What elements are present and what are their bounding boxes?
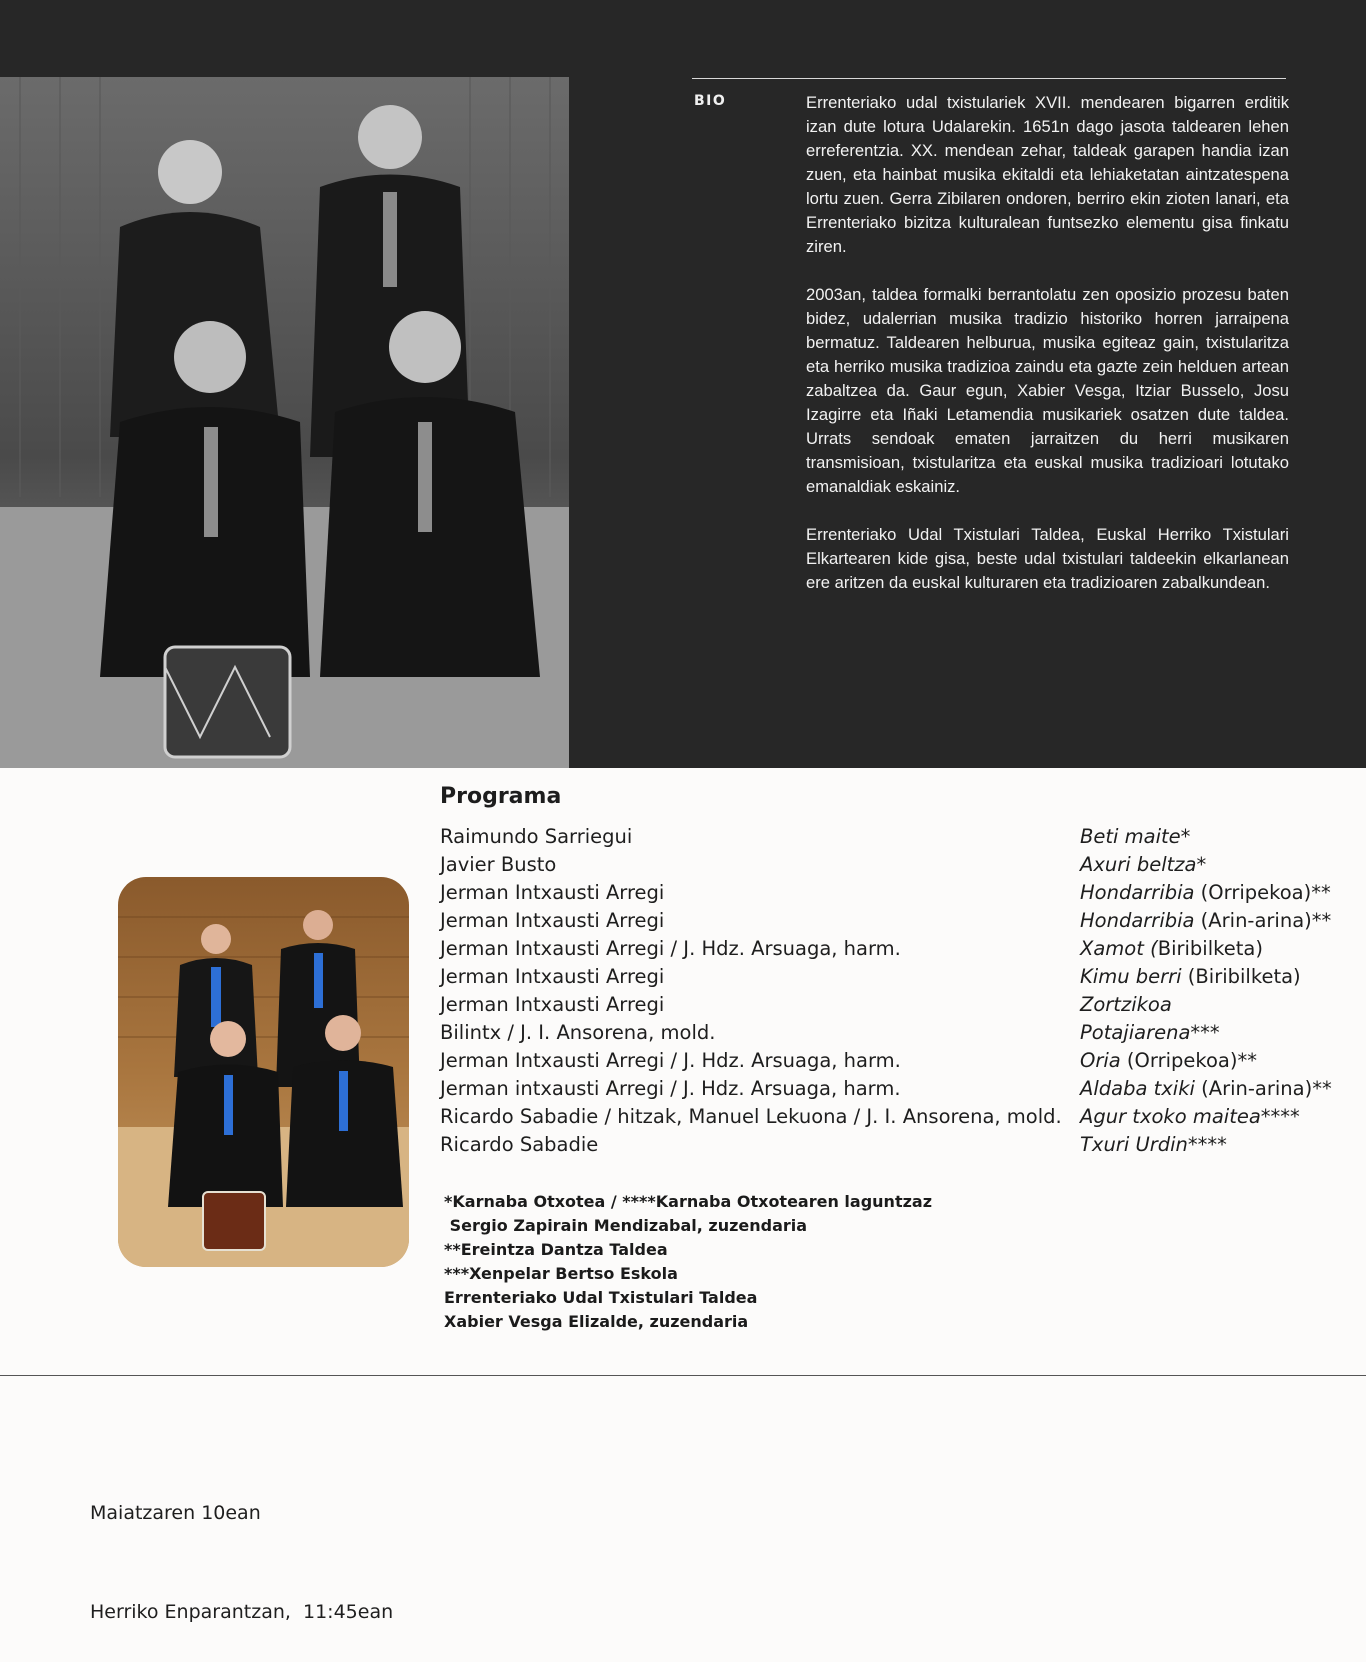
program-item <box>440 1049 1360 1077</box>
program-composer: Jerman intxausti Arregi / J. Hdz. Arsuaga, harm. <box>440 1077 901 1100</box>
bio-paragraph: Errenteriako Udal Txistulari Taldea, Euskal Herriko Txistulari Elkartearen kide gisa, beste udal txistulari taldeekin elkarlanean ere aritzen da euskal kulturaren eta tradizioaren zabalkundean. <box>806 525 1289 592</box>
work-title: Txuri Urdin**** <box>1080 1133 1227 1156</box>
work-note: (Biribilketa) <box>1181 965 1301 988</box>
program-item <box>440 909 1360 937</box>
program-composer: Jerman Intxausti Arregi / J. Hdz. Arsuaga, harm. <box>440 937 901 960</box>
program-notes <box>444 1190 932 1334</box>
group-photo-color <box>118 877 409 1267</box>
work-note: Biribilketa) <box>1157 937 1263 960</box>
program-work <box>1080 937 1263 960</box>
program-work <box>1080 1021 1220 1044</box>
program-work <box>1080 881 1331 904</box>
work-note: (Orripekoa)** <box>1120 1049 1257 1072</box>
program-item <box>440 853 1360 881</box>
bio-text <box>806 91 1289 619</box>
program-title: Programa <box>440 784 562 809</box>
note-line: **Ereintza Dantza Taldea <box>444 1240 668 1259</box>
work-title: Xamot ( <box>1080 937 1158 960</box>
work-note: (Arin-arina)** <box>1194 909 1332 932</box>
work-note: (Orripekoa)** <box>1194 881 1331 904</box>
program-work <box>1080 1133 1227 1156</box>
program-composer: Jerman Intxausti Arregi <box>440 965 665 988</box>
program-item <box>440 1077 1360 1105</box>
bio-paragraph: Errenteriako udal txistulariek XVII. mendearen bigarren erditik izan dute lotura Udalarekin. 1651n dago jasota taldearen lehen erreferentzia. XX. mendean zehar, taldeak garapen handia izan zuen, eta hainbat musika ekitaldi eta lehiaketatan aintzatespena lortu zuen. Gerra Zibilaren ondoren, berriro ekin zioten lanari, eta Errenteriako bizitza kulturalean funtsezko elementu gisa finkatu ziren. <box>806 93 1289 256</box>
work-title: Oria <box>1080 1049 1121 1072</box>
event-place-time: Herriko Enparantzan, 11:45ean <box>90 1601 394 1623</box>
program-composer: Javier Busto <box>440 853 557 876</box>
program-composer: Raimundo Sarriegui <box>440 825 633 848</box>
work-title: Beti maite* <box>1080 825 1191 848</box>
event-date: Maiatzaren 10ean <box>90 1502 261 1524</box>
program-work <box>1080 965 1301 988</box>
work-title: Hondarribia <box>1080 909 1195 932</box>
work-title: Hondarribia <box>1080 881 1195 904</box>
program-item <box>440 965 1360 993</box>
program-work <box>1080 993 1172 1016</box>
note-line: *Karnaba Otxotea / ****Karnaba Otxotearen laguntzaz <box>444 1192 933 1211</box>
work-title: Aldaba txiki <box>1080 1077 1195 1100</box>
program-composer: Jerman Intxausti Arregi <box>440 993 665 1016</box>
note-line: ***Xenpelar Bertso Eskola <box>444 1264 678 1283</box>
work-title: Zortzikoa <box>1080 993 1172 1016</box>
event-info <box>90 1431 393 1662</box>
program-work <box>1080 909 1331 932</box>
bio-label: BIO <box>694 93 727 109</box>
program-item <box>440 993 1360 1021</box>
work-title: Axuri beltza* <box>1080 853 1207 876</box>
program-work <box>1080 853 1206 876</box>
work-title: Kimu berri <box>1080 965 1182 988</box>
program-composer: Jerman Intxausti Arregi / J. Hdz. Arsuaga, harm. <box>440 1049 901 1072</box>
work-title: Agur txoko maitea**** <box>1080 1105 1300 1128</box>
program-composer: Bilintx / J. I. Ansorena, mold. <box>440 1021 716 1044</box>
work-title: Potajiarena*** <box>1080 1021 1220 1044</box>
program-item <box>440 1105 1360 1133</box>
work-note: (Arin-arina)** <box>1194 1077 1332 1100</box>
note-line: Sergio Zapirain Mendizabal, zuzendaria <box>444 1216 808 1235</box>
program-work <box>1080 1105 1300 1128</box>
note-line: Xabier Vesga Elizalde, zuzendaria <box>444 1312 749 1331</box>
bio-paragraph: 2003an, taldea formalki berrantolatu zen oposizio prozesu baten bidez, udalerrian musika tradizio historiko horren jarraipena bermatuz. Taldearen helburua, musika egiteaz gain, txistularitza eta herriko musika tradizioa zaindu eta gazte zein helduen artean zabaltzea da. Gaur egun, Xabier Vesga, Itziar Busselo, Josu Izagirre eta Iñaki Letamendia musikariek osatzen dute taldea. Urrats sendoak ematen jarraitzen du herri musikaren transmisioan, txistularitza eta euskal musika tradizioari lotutako emanaldiak eskainiz. <box>806 285 1289 496</box>
bio-divider <box>692 78 1286 79</box>
program-composer: Jerman Intxausti Arregi <box>440 909 665 932</box>
program-work <box>1080 1049 1257 1072</box>
program-work <box>1080 1077 1332 1100</box>
program-composer: Ricardo Sabadie / hitzak, Manuel Lekuona / J. I. Ansorena, mold. <box>440 1105 1062 1128</box>
program-item <box>440 1021 1360 1049</box>
program-composer: Ricardo Sabadie <box>440 1133 599 1156</box>
group-photo-bw <box>0 77 569 768</box>
program-composer: Jerman Intxausti Arregi <box>440 881 665 904</box>
footer-divider <box>0 1375 1366 1376</box>
program-work <box>1080 825 1190 848</box>
program-item <box>440 937 1360 965</box>
program-item <box>440 1133 1360 1161</box>
program-item <box>440 825 1360 853</box>
note-line: Errenteriako Udal Txistulari Taldea <box>444 1288 758 1307</box>
program-item <box>440 881 1360 909</box>
program-list <box>440 825 1360 1161</box>
